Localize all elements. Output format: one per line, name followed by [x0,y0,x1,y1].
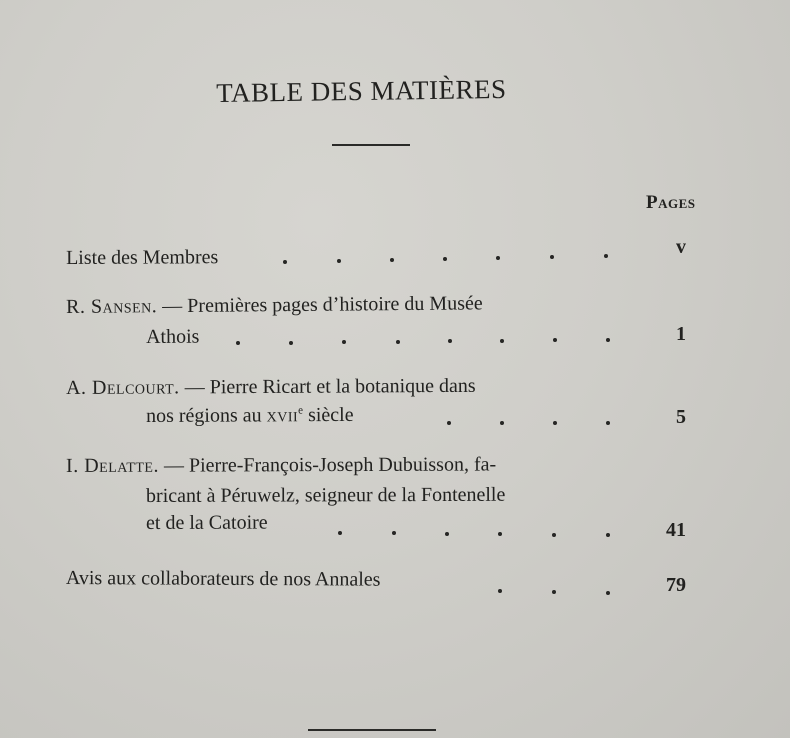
toc-entry-title-cont: bricant à Péruwelz, seigneur de la Fontenelle [146,483,506,507]
pages-column-header: Pages [646,192,696,213]
toc-page-number: v [676,236,686,258]
toc-entry-title: — Premières pages d’histoire du Musée [162,292,483,318]
toc-entry [66,292,483,319]
toc-entry-title-cont: Athois [146,325,200,348]
page-title: TABLE DES MATIÈRES [216,73,507,108]
toc-entry-title: — Pierre Ricart et la botanique dans [184,374,476,399]
toc-page-number: 5 [676,406,686,428]
toc-entry-title-cont: nos régions au xvii$^e$ siècle [146,403,354,427]
toc-page-number: 1 [676,323,686,345]
toc-entry [66,375,476,400]
toc-entry-title-cont: et de la Catoire [146,511,268,534]
toc-author: R. Sansen. [66,295,158,318]
toc-page-number: 41 [666,519,686,541]
toc-entry [66,453,496,478]
bottom-divider [308,729,436,731]
toc-entry-title: Liste des Membres [66,246,219,269]
toc-entry-title: — Pierre-François-Joseph Dubuisson, fa- [163,453,497,477]
title-divider [332,144,410,146]
toc-entry-title: Avis aux collaborateurs de nos Annales [65,567,381,591]
toc-page-number: 79 [666,574,686,596]
toc-author: A. Delcourt. [66,376,180,399]
toc-author: I. Delatte. [66,454,159,477]
